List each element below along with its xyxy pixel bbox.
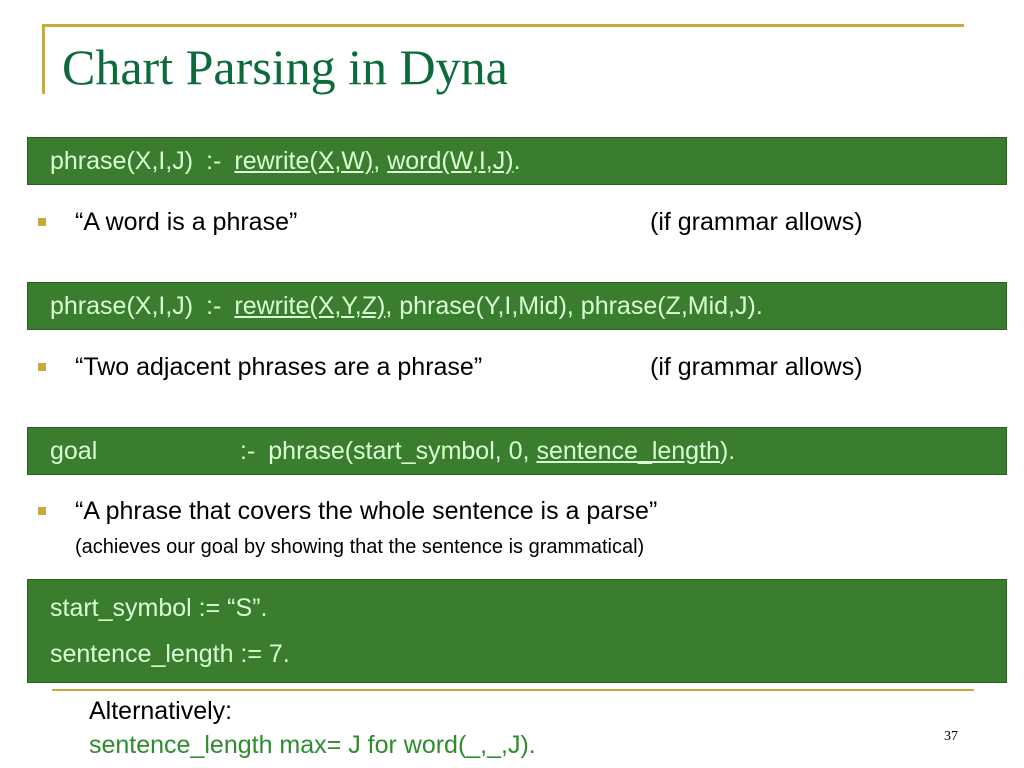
- rule-box-1: [27, 137, 1007, 185]
- rule-1-head: phrase(X,I,J): [50, 147, 194, 175]
- rule-3-end: ).: [719, 437, 736, 465]
- page-number: 37: [944, 729, 958, 744]
- rule-1-end: .: [513, 147, 521, 175]
- frame-horizontal-rule: [42, 24, 964, 27]
- rule-2-operator: :-: [206, 292, 222, 320]
- bullet-square-icon: [38, 218, 46, 226]
- rule-3-operator: :-: [240, 437, 256, 465]
- definition-sentence-length: sentence_length := 7.: [50, 640, 290, 668]
- alternative-code: sentence_length max= J for word(_,_,J).: [89, 731, 536, 759]
- rule-2-head: phrase(X,I,J): [50, 292, 194, 320]
- rule-3-head: goal: [50, 437, 98, 465]
- rule-box-2: [27, 282, 1007, 330]
- rule-2-line: [50, 283, 1006, 329]
- rule-3-line: [50, 428, 1006, 474]
- bullet-1-note: (if grammar allows): [650, 208, 863, 236]
- bullet-3-subtext: (achieves our goal by showing that the sentence is grammatical): [75, 536, 645, 558]
- definition-start-symbol: start_symbol := “S”.: [50, 594, 268, 622]
- bullet-3-text: “A phrase that covers the whole sentence is a parse”: [75, 497, 658, 525]
- page-title: Chart Parsing in Dyna: [62, 39, 508, 95]
- rule-1-separator: ,: [373, 147, 381, 175]
- bottom-rule: [52, 689, 974, 691]
- rule-box-3: [27, 427, 1007, 475]
- frame-vertical-rule: [42, 24, 45, 94]
- rule-1-operator: :-: [206, 147, 222, 175]
- rule-2-term-rewrite: rewrite(X,Y,Z): [234, 292, 386, 320]
- bullet-square-icon: [38, 507, 46, 515]
- rule-1-term-word: word(W,I,J): [387, 147, 514, 175]
- bullet-2-note: (if grammar allows): [650, 353, 863, 381]
- rule-1-term-rewrite: rewrite(X,W): [234, 147, 374, 175]
- rule-2-rest: , phrase(Y,I,Mid), phrase(Z,Mid,J).: [385, 292, 763, 320]
- definitions-box: [27, 579, 1007, 683]
- bullet-2-text: “Two adjacent phrases are a phrase”: [75, 353, 483, 381]
- bullet-square-icon: [38, 363, 46, 371]
- rule-3-term-sentence-length: sentence_length: [536, 437, 720, 465]
- bullet-1-text: “A word is a phrase”: [75, 208, 298, 236]
- rule-1-line: [50, 138, 1006, 184]
- alternatively-label: Alternatively:: [89, 697, 233, 725]
- rule-3-body: phrase(start_symbol, 0,: [268, 437, 537, 465]
